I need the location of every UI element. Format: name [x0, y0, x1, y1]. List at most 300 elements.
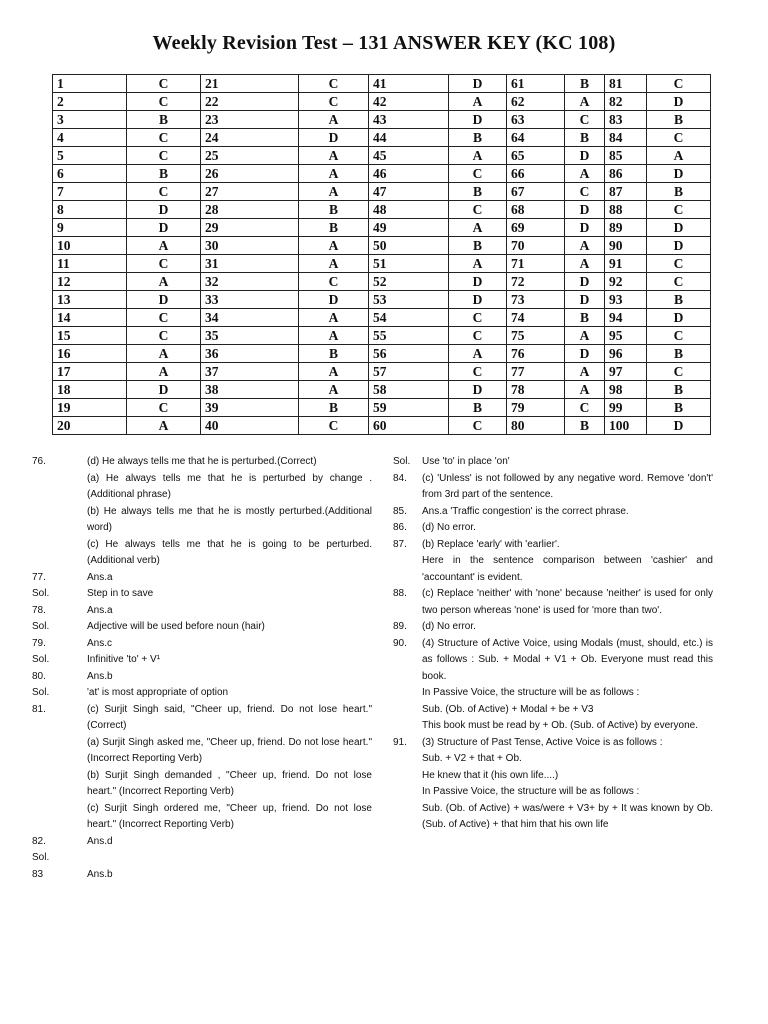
solution-entry — [393, 751, 713, 768]
answer-cell: D — [647, 237, 711, 255]
solution-label — [393, 685, 422, 702]
solution-label: 89. — [393, 621, 407, 632]
solution-label: 88. — [393, 588, 407, 599]
answer-cell: C — [127, 129, 201, 147]
question-number-cell: 82 — [605, 93, 647, 111]
solution-label: 78. — [32, 604, 46, 616]
answer-cell: C — [299, 417, 369, 435]
solution-entry — [32, 685, 372, 702]
answer-cell: B — [647, 345, 711, 363]
question-number-cell: 22 — [201, 93, 299, 111]
solution-text: He knew that it (his own life....) — [422, 769, 559, 781]
question-number-cell: 65 — [507, 147, 565, 165]
question-number-cell: 57 — [369, 363, 449, 381]
solutions-left-column — [32, 454, 372, 883]
answer-cell: A — [299, 327, 369, 345]
answer-cell: C — [647, 201, 711, 219]
solution-entry — [32, 454, 372, 471]
solution-entry — [32, 570, 372, 587]
answer-cell: C — [565, 111, 605, 129]
answer-cell: D — [127, 381, 201, 399]
question-number-cell: 28 — [201, 201, 299, 219]
answer-cell: D — [647, 417, 711, 435]
question-number-cell: 8 — [53, 201, 127, 219]
solution-label — [32, 801, 87, 834]
answer-cell: D — [299, 129, 369, 147]
answer-key-row — [53, 327, 711, 345]
answer-cell: D — [449, 111, 507, 129]
solution-entry — [393, 768, 713, 785]
answer-cell: D — [449, 75, 507, 93]
question-number-cell: 32 — [201, 273, 299, 291]
question-number-cell: 12 — [53, 273, 127, 291]
answer-cell: C — [449, 327, 507, 345]
answer-cell: A — [565, 93, 605, 111]
question-number-cell: 21 — [201, 75, 299, 93]
solution-text: Ans.c — [87, 637, 113, 649]
question-number-cell: 24 — [201, 129, 299, 147]
answer-cell: C — [449, 309, 507, 327]
answer-cell: C — [449, 363, 507, 381]
question-number-cell: 7 — [53, 183, 127, 201]
solution-label: 76. — [32, 456, 46, 467]
question-number-cell: 29 — [201, 219, 299, 237]
question-number-cell: 87 — [605, 183, 647, 201]
question-number-cell: 15 — [53, 327, 127, 345]
answer-cell: C — [127, 147, 201, 165]
question-number-cell: 27 — [201, 183, 299, 201]
question-number-cell: 67 — [507, 183, 565, 201]
question-number-cell: 70 — [507, 237, 565, 255]
question-number-cell: 79 — [507, 399, 565, 417]
solution-text — [87, 850, 372, 867]
solution-label: Sol. — [32, 654, 50, 665]
solution-label: 82. — [32, 835, 46, 847]
solution-text: Ans.b — [87, 670, 113, 682]
solution-text: (4) Structure of Active Voice, using Modals (must, should, etc.) is as follows : Sub. + Modal + V1 + Ob. Everyone must read this book. — [422, 637, 713, 682]
answer-cell: C — [647, 273, 711, 291]
solution-text: Ans.b — [87, 868, 113, 880]
answer-cell: A — [299, 165, 369, 183]
solution-entry — [32, 603, 372, 620]
answer-cell: C — [299, 75, 369, 93]
answer-cell: A — [299, 147, 369, 165]
solution-text: Ans.a — [87, 604, 113, 616]
answer-cell: D — [647, 219, 711, 237]
question-number-cell: 55 — [369, 327, 449, 345]
answer-cell: D — [127, 291, 201, 309]
question-number-cell: 10 — [53, 237, 127, 255]
answer-cell: B — [449, 237, 507, 255]
question-number-cell: 92 — [605, 273, 647, 291]
answer-cell: C — [647, 129, 711, 147]
solution-label: Sol. — [32, 588, 50, 599]
solution-entry — [393, 586, 713, 619]
question-number-cell: 36 — [201, 345, 299, 363]
answer-cell: C — [647, 75, 711, 93]
question-number-cell: 61 — [507, 75, 565, 93]
solution-entry — [32, 619, 372, 636]
answer-cell: A — [299, 309, 369, 327]
answer-cell: C — [449, 201, 507, 219]
solution-label: Sol. — [32, 687, 50, 698]
solution-text: Adjective will be used before noun (hair) — [87, 621, 265, 632]
solution-label: Sol. — [393, 456, 411, 467]
answer-cell: A — [299, 237, 369, 255]
answer-cell: A — [647, 147, 711, 165]
question-number-cell: 66 — [507, 165, 565, 183]
answer-cell: B — [449, 129, 507, 147]
answer-cell: D — [565, 273, 605, 291]
solution-text: (c) He always tells me that he is going to be perturbed. (Additional verb) — [87, 538, 372, 566]
question-number-cell: 94 — [605, 309, 647, 327]
answer-cell: A — [299, 183, 369, 201]
answer-cell: A — [127, 363, 201, 381]
answer-cell: A — [127, 273, 201, 291]
solution-label: 83 — [32, 868, 44, 880]
question-number-cell: 43 — [369, 111, 449, 129]
solution-entry — [32, 867, 372, 884]
question-number-cell: 69 — [507, 219, 565, 237]
solution-label — [393, 553, 422, 586]
answer-cell: A — [565, 363, 605, 381]
answer-cell: A — [565, 381, 605, 399]
solution-text: (c) Replace 'neither' with 'none' because 'neither' is used for only two person whereas 'none' is used for 'more than two'. — [422, 588, 713, 616]
solution-entry — [32, 735, 372, 768]
question-number-cell: 93 — [605, 291, 647, 309]
question-number-cell: 2 — [53, 93, 127, 111]
solution-text: Ans.a — [87, 571, 113, 583]
question-number-cell: 35 — [201, 327, 299, 345]
question-number-cell: 6 — [53, 165, 127, 183]
solution-entry — [393, 454, 713, 471]
solution-label: 86. — [393, 522, 407, 533]
question-number-cell: 84 — [605, 129, 647, 147]
answer-cell: C — [127, 399, 201, 417]
question-number-cell: 41 — [369, 75, 449, 93]
solution-label — [393, 702, 422, 719]
answer-cell: C — [449, 165, 507, 183]
answer-cell: B — [299, 345, 369, 363]
answer-cell: C — [299, 273, 369, 291]
solution-entry — [32, 702, 372, 735]
solution-label — [393, 751, 422, 768]
solution-label — [32, 768, 87, 801]
answer-key-table — [52, 74, 711, 435]
solution-entry — [393, 520, 713, 537]
solution-entry — [393, 471, 713, 504]
answer-cell: D — [565, 219, 605, 237]
solution-entry — [393, 636, 713, 686]
question-number-cell: 75 — [507, 327, 565, 345]
answer-cell: B — [647, 381, 711, 399]
question-number-cell: 62 — [507, 93, 565, 111]
solution-text: (c) Surjit Singh ordered me, "Cheer up, friend. Do not lose heart." (Incorrect Reporting Verb) — [87, 802, 372, 830]
answer-cell: C — [647, 255, 711, 273]
answer-cell: A — [565, 165, 605, 183]
answer-cell: A — [449, 255, 507, 273]
solution-text: Infinitive 'to' + V¹ — [87, 654, 161, 665]
question-number-cell: 64 — [507, 129, 565, 147]
question-number-cell: 17 — [53, 363, 127, 381]
question-number-cell: 59 — [369, 399, 449, 417]
answer-cell: B — [647, 399, 711, 417]
answer-cell: B — [127, 111, 201, 129]
answer-key-row — [53, 309, 711, 327]
question-number-cell: 50 — [369, 237, 449, 255]
solution-text: Use 'to' in place 'on' — [422, 456, 510, 467]
question-number-cell: 48 — [369, 201, 449, 219]
question-number-cell: 39 — [201, 399, 299, 417]
answer-cell: A — [449, 345, 507, 363]
solution-label — [32, 471, 87, 504]
question-number-cell: 5 — [53, 147, 127, 165]
answer-key-row — [53, 93, 711, 111]
solution-entry — [393, 553, 713, 586]
solution-entry — [32, 504, 372, 537]
question-number-cell: 16 — [53, 345, 127, 363]
question-number-cell: 31 — [201, 255, 299, 273]
answer-cell: A — [127, 237, 201, 255]
answer-cell: B — [299, 399, 369, 417]
question-number-cell: 1 — [53, 75, 127, 93]
question-number-cell: 13 — [53, 291, 127, 309]
solution-text: (d) No error. — [422, 522, 476, 533]
answer-key-row — [53, 183, 711, 201]
answer-cell: A — [565, 237, 605, 255]
solution-label — [393, 801, 422, 834]
question-number-cell: 14 — [53, 309, 127, 327]
solution-text: (3) Structure of Past Tense, Active Voice is as follows : — [422, 736, 663, 748]
solution-label — [393, 784, 422, 801]
question-number-cell: 3 — [53, 111, 127, 129]
answer-key-row — [53, 201, 711, 219]
question-number-cell: 77 — [507, 363, 565, 381]
solution-text: (b) Replace 'early' with 'earlier'. — [422, 538, 560, 550]
question-number-cell: 91 — [605, 255, 647, 273]
question-number-cell: 58 — [369, 381, 449, 399]
solution-label — [393, 768, 422, 785]
question-number-cell: 51 — [369, 255, 449, 273]
answer-key-row — [53, 219, 711, 237]
answer-cell: A — [299, 111, 369, 129]
solution-label: 84. — [393, 472, 407, 484]
page-title: Weekly Revision Test – 131 ANSWER KEY (KC 108) — [152, 32, 616, 54]
question-number-cell: 86 — [605, 165, 647, 183]
answer-cell: A — [449, 219, 507, 237]
answer-cell: C — [127, 255, 201, 273]
solution-label: 79. — [32, 637, 46, 649]
answer-key-row — [53, 165, 711, 183]
question-number-cell: 80 — [507, 417, 565, 435]
question-number-cell: 52 — [369, 273, 449, 291]
solution-text: Ans.d — [87, 835, 113, 847]
solution-label: 85. — [393, 505, 407, 517]
answer-key-row — [53, 399, 711, 417]
solution-entry — [393, 685, 713, 702]
solution-entry — [32, 801, 372, 834]
answer-cell: B — [449, 183, 507, 201]
answer-key-row — [53, 75, 711, 93]
solution-label: 80. — [32, 670, 46, 682]
answer-key-row — [53, 129, 711, 147]
question-number-cell: 46 — [369, 165, 449, 183]
solution-entry — [393, 537, 713, 554]
answer-cell: A — [565, 327, 605, 345]
answer-cell: D — [449, 291, 507, 309]
solution-entry — [393, 504, 713, 521]
answer-cell: C — [127, 183, 201, 201]
solution-label — [32, 504, 87, 537]
answer-cell: B — [647, 291, 711, 309]
question-number-cell: 54 — [369, 309, 449, 327]
answer-cell: C — [127, 327, 201, 345]
solution-text: Sub. (Ob. of Active) + Modal + be + V3 — [422, 703, 594, 715]
question-number-cell: 11 — [53, 255, 127, 273]
question-number-cell: 23 — [201, 111, 299, 129]
answer-key-row — [53, 255, 711, 273]
answer-cell: D — [647, 165, 711, 183]
answer-cell: D — [449, 273, 507, 291]
answer-cell: D — [565, 345, 605, 363]
solution-text: (b) He always tells me that he is mostly perturbed.(Additional word) — [87, 505, 372, 533]
answer-cell: C — [299, 93, 369, 111]
question-number-cell: 83 — [605, 111, 647, 129]
answer-cell: A — [127, 345, 201, 363]
solution-text: (b) Surjit Singh demanded , "Cheer up, friend. Do not lose heart." (Incorrect Reporting Verb) — [87, 769, 372, 797]
answer-key-row — [53, 381, 711, 399]
solution-label: 90. — [393, 637, 407, 649]
question-number-cell: 71 — [507, 255, 565, 273]
solution-text: Sub. + V2 + that + Ob. — [422, 753, 522, 764]
answer-cell: B — [565, 417, 605, 435]
solution-text: (a) He always tells me that he is perturbed by change . (Additional phrase) — [87, 472, 372, 500]
question-number-cell: 72 — [507, 273, 565, 291]
answer-cell: C — [565, 399, 605, 417]
solution-entry — [393, 801, 713, 834]
answer-key-row — [53, 345, 711, 363]
solution-label: 91. — [393, 736, 407, 748]
question-number-cell: 38 — [201, 381, 299, 399]
question-number-cell: 44 — [369, 129, 449, 147]
solution-entry — [32, 834, 372, 851]
solution-text: (c) 'Unless' is not followed by any negative word. Remove 'don't' from 3rd part of the sentence. — [422, 472, 713, 500]
question-number-cell: 56 — [369, 345, 449, 363]
answer-key-row — [53, 363, 711, 381]
solution-entry — [393, 735, 713, 752]
answer-cell: D — [127, 201, 201, 219]
question-number-cell: 74 — [507, 309, 565, 327]
answer-key-row — [53, 111, 711, 129]
solution-entry — [32, 850, 372, 867]
solution-label: 87. — [393, 538, 407, 550]
solution-entry — [32, 586, 372, 603]
question-number-cell: 45 — [369, 147, 449, 165]
answer-cell: A — [299, 381, 369, 399]
solution-entry — [393, 702, 713, 719]
question-number-cell: 42 — [369, 93, 449, 111]
answer-cell: C — [127, 93, 201, 111]
answer-cell: A — [299, 363, 369, 381]
answer-cell: C — [449, 417, 507, 435]
answer-cell: C — [565, 183, 605, 201]
answer-cell: B — [647, 111, 711, 129]
question-number-cell: 49 — [369, 219, 449, 237]
question-number-cell: 95 — [605, 327, 647, 345]
question-number-cell: 78 — [507, 381, 565, 399]
solution-text: 'at' is most appropriate of option — [87, 687, 229, 698]
answer-key-row — [53, 291, 711, 309]
answer-cell: D — [647, 309, 711, 327]
answer-cell: C — [647, 363, 711, 381]
question-number-cell: 37 — [201, 363, 299, 381]
question-number-cell: 34 — [201, 309, 299, 327]
question-number-cell: 19 — [53, 399, 127, 417]
solution-entry — [393, 784, 713, 801]
question-number-cell: 20 — [53, 417, 127, 435]
question-number-cell: 53 — [369, 291, 449, 309]
question-number-cell: 9 — [53, 219, 127, 237]
question-number-cell: 97 — [605, 363, 647, 381]
answer-cell: A — [449, 93, 507, 111]
answer-cell: A — [299, 255, 369, 273]
answer-key-row — [53, 237, 711, 255]
question-number-cell: 47 — [369, 183, 449, 201]
answer-key-row — [53, 147, 711, 165]
answer-cell: D — [647, 93, 711, 111]
question-number-cell: 76 — [507, 345, 565, 363]
question-number-cell: 60 — [369, 417, 449, 435]
question-number-cell: 40 — [201, 417, 299, 435]
answer-cell: B — [565, 75, 605, 93]
answer-cell: D — [127, 219, 201, 237]
answer-cell: C — [127, 309, 201, 327]
question-number-cell: 88 — [605, 201, 647, 219]
solution-text: (c) Surjit Singh said, "Cheer up, friend. Do not lose heart." (Correct) — [87, 703, 372, 731]
question-number-cell: 68 — [507, 201, 565, 219]
solution-text: Sub. (Ob. of Active) + was/were + V3+ by + It was known by Ob. (Sub. of Active) + that him that his own life — [422, 802, 713, 830]
answer-cell: D — [565, 201, 605, 219]
answer-key-row — [53, 417, 711, 435]
answer-cell: A — [449, 147, 507, 165]
solution-entry — [32, 537, 372, 570]
answer-cell: D — [565, 147, 605, 165]
question-number-cell: 30 — [201, 237, 299, 255]
question-number-cell: 90 — [605, 237, 647, 255]
solution-entry — [32, 636, 372, 653]
solution-entry — [393, 619, 713, 636]
answer-cell: D — [299, 291, 369, 309]
solution-label: 77. — [32, 571, 46, 583]
question-number-cell: 96 — [605, 345, 647, 363]
solution-text: (d) No error. — [422, 621, 476, 632]
question-number-cell: 18 — [53, 381, 127, 399]
solution-entry — [393, 718, 713, 735]
solution-label: 81. — [32, 703, 46, 715]
answer-cell: B — [127, 165, 201, 183]
solution-text: Here in the sentence comparison between 'cashier' and 'accountant' is evident. — [422, 555, 713, 583]
question-number-cell: 81 — [605, 75, 647, 93]
question-number-cell: 73 — [507, 291, 565, 309]
answer-key-row — [53, 273, 711, 291]
question-number-cell: 89 — [605, 219, 647, 237]
question-number-cell: 85 — [605, 147, 647, 165]
solutions-right-column — [393, 454, 713, 834]
answer-cell: B — [449, 399, 507, 417]
answer-cell: C — [647, 327, 711, 345]
solution-entry — [32, 669, 372, 686]
question-number-cell: 63 — [507, 111, 565, 129]
